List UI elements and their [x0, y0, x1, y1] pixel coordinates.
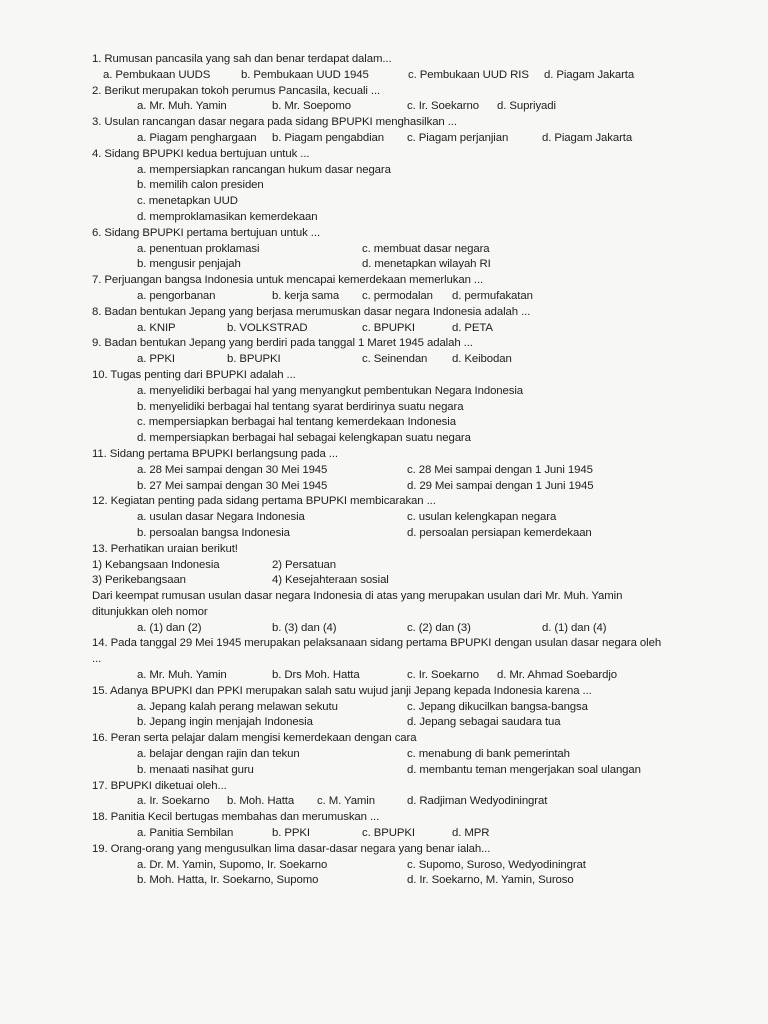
option-b: b. persoalan bangsa Indonesia: [137, 526, 290, 539]
options-row: [0, 747, 768, 763]
option-c: c. Pembukaan UUD RIS: [408, 68, 529, 81]
option-c: c. M. Yamin: [317, 795, 375, 808]
options-row: [0, 479, 768, 495]
option-b: b. Moh. Hatta: [227, 795, 295, 808]
option-d: d. menetapkan wilayah RI: [362, 258, 491, 271]
option-d-row: [0, 210, 768, 226]
option-d: d. (1) dan (4): [542, 621, 607, 634]
question-3: [0, 115, 768, 131]
option-a: a. Mr. Muh. Yamin: [137, 669, 227, 682]
question-text: 2. Berikut merupakan tokoh perumus Pancasila, kecuali ...: [92, 84, 381, 97]
question-text: 17. BPUPKI diketuai oleh...: [92, 779, 227, 792]
question-text: 4. Sidang BPUPKI kedua bertujuan untuk ...: [92, 147, 310, 160]
question-text: 6. Sidang BPUPKI pertama bertujuan untuk ...: [92, 226, 321, 239]
option-a: a. penentuan proklamasi: [137, 242, 260, 255]
options-row: [0, 858, 768, 874]
option-b: b. PPKI: [272, 827, 310, 840]
question-19: [0, 842, 768, 858]
options-row: [0, 257, 768, 273]
option-d: d. memproklamasikan kemerdekaan: [137, 210, 318, 223]
options-row: [0, 763, 768, 779]
question-text: 13. Perhatikan uraian berikut!: [92, 542, 238, 555]
option-d: d. PETA: [452, 321, 493, 334]
option-a: a. 28 Mei sampai dengan 30 Mei 1945: [137, 463, 328, 476]
question-14: [0, 636, 768, 668]
options-row: [0, 289, 768, 305]
question-text: 1. Rumusan pancasila yang sah dan benar terdapat dalam...: [92, 53, 392, 65]
option-a: a. menyelidiki berbagai hal yang menyangkut pembentukan Negara Indonesia: [137, 384, 524, 397]
option-c: c. usulan kelengkapan negara: [407, 511, 557, 524]
question-text: 14. Pada tanggal 29 Mei 1945 merupakan pelaksanaan sidang pertama BPUPKI dengan usulan dasar negara oleh ...: [92, 637, 662, 666]
options-row: [0, 242, 768, 258]
question-7: [0, 273, 768, 289]
options-row: [0, 826, 768, 842]
question-4: [0, 147, 768, 163]
option-b: b. menaati nasihat guru: [137, 763, 254, 776]
option-d-row: [0, 431, 768, 447]
option-c: c. membuat dasar negara: [362, 242, 490, 255]
option-c: c. Ir. Soekarno: [407, 669, 479, 682]
question-6: [0, 226, 768, 242]
options-row: [0, 321, 768, 337]
option-b: b. Drs Moh. Hatta: [272, 669, 360, 682]
option-b-row: [0, 178, 768, 194]
option-b: b. mengusir penjajah: [137, 258, 241, 271]
statement-3: 3) Perikebangsaan: [92, 574, 186, 587]
option-c: c. menabung di bank pemerintah: [407, 748, 570, 761]
option-c: c. Ir. Soekarno: [407, 100, 479, 113]
option-b: b. (3) dan (4): [272, 621, 337, 634]
question-9: [0, 336, 768, 352]
option-a: a. usulan dasar Negara Indonesia: [137, 511, 305, 524]
question-text: 18. Panitia Kecil bertugas membahas dan merumuskan ...: [92, 811, 380, 824]
option-d: d. persoalan persiapan kemerdekaan: [407, 526, 592, 539]
question-1: [0, 52, 768, 68]
options-row: [0, 668, 768, 684]
question-text: 16. Peran serta pelajar dalam mengisi kemerdekaan dengan cara: [92, 732, 417, 745]
question-text: 8. Badan bentukan Jepang yang berjasa merumuskan dasar negara Indonesia adalah ...: [92, 305, 531, 318]
question-2: [0, 84, 768, 100]
option-d: d. Piagam Jakarta: [544, 68, 635, 81]
option-a: a. mempersiapkan rancangan hukum dasar negara: [137, 163, 391, 176]
option-a: a. (1) dan (2): [137, 621, 202, 634]
option-b: b. Mr. Soepomo: [272, 100, 352, 113]
option-b: b. Moh. Hatta, Ir. Soekarno, Supomo: [137, 874, 319, 887]
statement-1: 1) Kebangsaan Indonesia: [92, 558, 220, 571]
options-row: [0, 621, 768, 637]
option-a: a. Piagam penghargaan: [137, 131, 257, 144]
options-row: [0, 510, 768, 526]
option-a: a. Ir. Soekarno: [137, 795, 210, 808]
option-c-row: [0, 194, 768, 210]
option-c: c. BPUPKI: [362, 827, 415, 840]
option-d: d. MPR: [452, 827, 490, 840]
options-row: [0, 715, 768, 731]
option-b: b. 27 Mei sampai dengan 30 Mei 1945: [137, 479, 328, 492]
option-a-row: [0, 384, 768, 400]
question-text: 3. Usulan rancangan dasar negara pada sidang BPUPKI menghasilkan ...: [92, 116, 457, 129]
option-c: c. Jepang dikucilkan bangsa-bangsa: [407, 700, 588, 713]
option-b: b. Piagam pengabdian: [272, 131, 384, 144]
option-a: a. Dr. M. Yamin, Supomo, Ir. Soekarno: [137, 858, 328, 871]
option-d: d. permufakatan: [452, 289, 533, 302]
options-row: [0, 131, 768, 147]
question-prompt: Dari keempat rumusan usulan dasar negara Indonesia di atas yang merupakan usulan dari Mr. Muh. Yamin ditunjukkan oleh nomor: [92, 590, 623, 618]
option-a: a. Jepang kalah perang melawan sekutu: [137, 700, 338, 713]
options-row: [0, 99, 768, 115]
question-text: 15. Adanya BPUPKI dan PPKI merupakan salah satu wujud janji Jepang kepada Indonesia karena ...: [92, 684, 592, 697]
option-b: b. kerja sama: [272, 289, 340, 302]
option-a: a. PPKI: [137, 353, 175, 366]
option-c: c. menetapkan UUD: [137, 195, 238, 208]
option-a: a. Mr. Muh. Yamin: [137, 100, 227, 113]
quiz-sheet: [0, 52, 768, 889]
option-c: c. (2) dan (3): [407, 621, 471, 634]
statement-row: [0, 558, 768, 574]
option-a: a. KNIP: [137, 321, 176, 334]
option-d: d. Ir. Soekarno, M. Yamin, Suroso: [407, 874, 574, 887]
option-b: b. memilih calon presiden: [137, 179, 264, 192]
option-c: c. mempersiapkan berbagai hal tentang kemerdekaan Indonesia: [137, 416, 456, 429]
question-text: 9. Badan bentukan Jepang yang berdiri pada tanggal 1 Maret 1945 adalah ...: [92, 337, 473, 350]
option-d: d. Radjiman Wedyodiningrat: [407, 795, 548, 808]
option-c: c. Piagam perjanjian: [407, 131, 509, 144]
option-b: b. Pembukaan UUD 1945: [241, 68, 369, 81]
question-text: 7. Perjuangan bangsa Indonesia untuk mencapai kemerdekaan memerlukan ...: [92, 274, 484, 287]
options-row: [0, 463, 768, 479]
options-row: [0, 700, 768, 716]
option-d: d. Jepang sebagai saudara tua: [407, 716, 561, 729]
options-row: [0, 794, 768, 810]
option-c: c. Seinendan: [362, 353, 428, 366]
option-d: d. mempersiapkan berbagai hal sebagai kelengkapan suatu negara: [137, 432, 471, 445]
option-d: d. Keibodan: [452, 353, 512, 366]
statement-4: 4) Kesejahteraan sosial: [272, 574, 389, 587]
option-d: d. Piagam Jakarta: [542, 131, 633, 144]
option-b: b. menyelidiki berbagai hal tentang syarat berdirinya suatu negara: [137, 400, 464, 413]
question-10: [0, 368, 768, 384]
question-text: 11. Sidang pertama BPUPKI berlangsung pada ...: [92, 447, 338, 460]
option-a-row: [0, 163, 768, 179]
question-15: [0, 684, 768, 700]
option-c: c. Supomo, Suroso, Wedyodiningrat: [407, 858, 586, 871]
option-c-row: [0, 415, 768, 431]
option-a: a. Pembukaan UUDS: [103, 68, 211, 81]
option-c: c. permodalan: [362, 289, 433, 302]
option-b: b. VOLKSTRAD: [227, 321, 308, 334]
option-c: c. BPUPKI: [362, 321, 415, 334]
option-a: a. Panitia Sembilan: [137, 827, 234, 840]
option-d: d. 29 Mei sampai dengan 1 Juni 1945: [407, 479, 594, 492]
option-a: a. pengorbanan: [137, 289, 216, 302]
question-text: 12. Kegiatan penting pada sidang pertama BPUPKI membicarakan ...: [92, 495, 436, 508]
option-a: a. belajar dengan rajin dan tekun: [137, 748, 300, 761]
option-d: d. Supriyadi: [497, 100, 556, 113]
question-11: [0, 447, 768, 463]
question-13: [0, 542, 768, 558]
options-row: [0, 68, 768, 84]
statement-2: 2) Persatuan: [272, 558, 337, 571]
statement-row: [0, 573, 768, 589]
question-8: [0, 305, 768, 321]
options-row: [0, 873, 768, 889]
option-b: b. Jepang ingin menjajah Indonesia: [137, 716, 313, 729]
options-row: [0, 352, 768, 368]
question-17: [0, 779, 768, 795]
options-row: [0, 526, 768, 542]
option-d: d. Mr. Ahmad Soebardjo: [497, 669, 618, 682]
option-c: c. 28 Mei sampai dengan 1 Juni 1945: [407, 463, 593, 476]
option-b: b. BPUPKI: [227, 353, 281, 366]
question-18: [0, 810, 768, 826]
question-text: 10. Tugas penting dari BPUPKI adalah ...: [92, 368, 296, 381]
option-b-row: [0, 400, 768, 416]
question-12: [0, 494, 768, 510]
question-13-prompt: [0, 589, 768, 621]
option-d: d. membantu teman mengerjakan soal ulangan: [407, 763, 641, 776]
question-text: 19. Orang-orang yang mengusulkan lima dasar-dasar negara yang benar ialah...: [92, 842, 491, 855]
question-16: [0, 731, 768, 747]
